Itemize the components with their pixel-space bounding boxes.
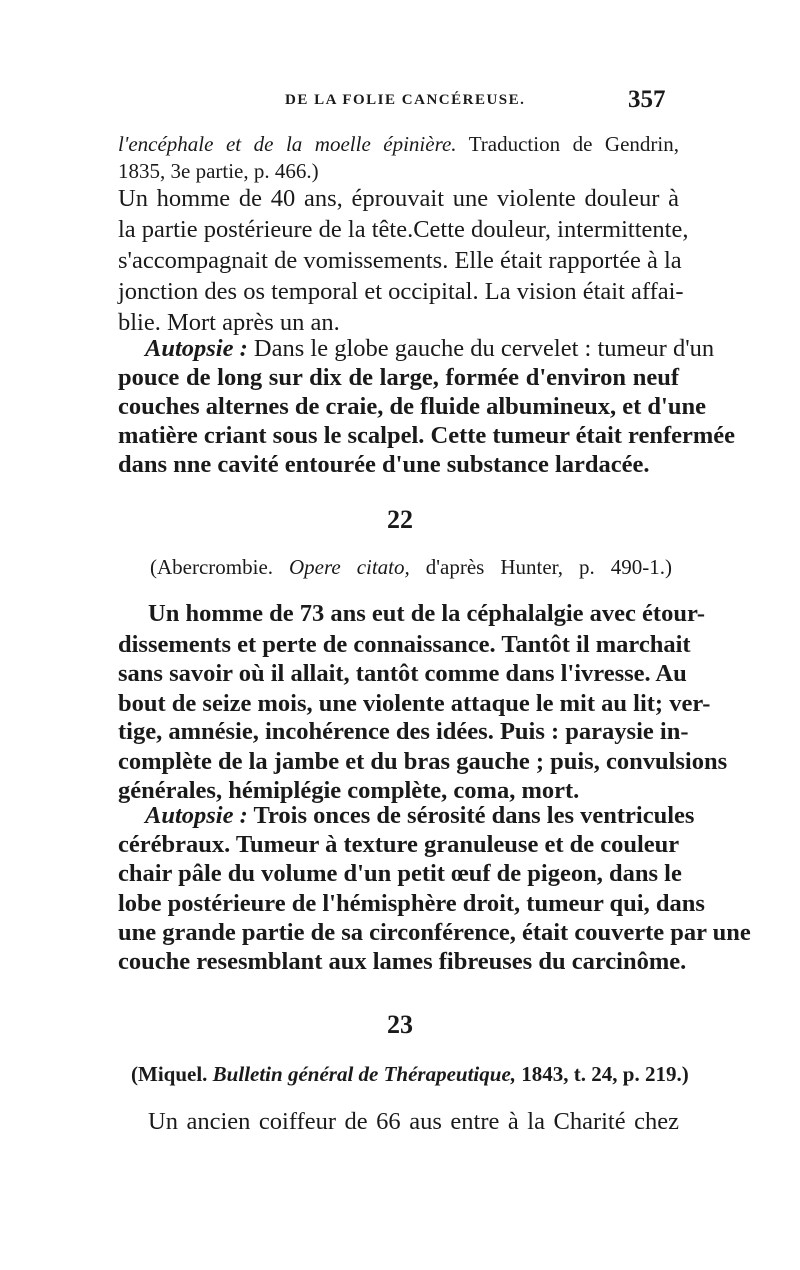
citation-work: Bulletin général de Thérapeutique, (212, 1062, 517, 1086)
paragraph-line: cérébraux. Tumeur à texture granuleuse et de couleur (118, 831, 680, 858)
citation-detail: d'après Hunter, p. 490-1.) (409, 555, 672, 579)
paragraph-line: sans savoir où il allait, tantôt comme dans l'ivresse. Au (118, 660, 687, 687)
reference-detail: Traduction de Gendrin, (456, 132, 679, 156)
autopsy-label: Autopsie : (145, 802, 248, 829)
citation (150, 555, 672, 580)
paragraph-line: pouce de long sur dix de large, formée d'environ neuf (118, 364, 679, 391)
page-header (0, 86, 800, 122)
reference-line: 1835, 3e partie, p. 466.) (118, 159, 319, 183)
paragraph-line: dans nne cavité entourée d'une substance lardacée. (118, 451, 650, 478)
paragraph-line: une grande partie de sa circonférence, était couverte par une (118, 919, 751, 946)
paragraph-line: tige, amnésie, incohérence des idées. Puis : paraysie in- (118, 718, 689, 745)
paragraph-line: matière criant sous le scalpel. Cette tumeur était renfermée (118, 422, 736, 449)
paragraph-line: s'accompagnait de vomissements. Elle était rapportée à la (118, 247, 682, 274)
paragraph-line: couches alternes de craie, de fluide albumineux, et d'une (118, 393, 706, 420)
citation (131, 1062, 689, 1087)
autopsy-label: Autopsie : (145, 335, 248, 362)
case-number: 23 (387, 1010, 413, 1039)
page-number: 357 (628, 86, 666, 113)
citation-author: (Abercrombie. (150, 555, 274, 579)
citation-detail: 1843, t. 24, p. 219.) (516, 1062, 689, 1086)
paragraph-line: la partie postérieure de la tête.Cette douleur, intermittente, (118, 216, 689, 243)
running-head: DE LA FOLIE CANCÉREUSE. (285, 92, 526, 108)
paragraph-line: générales, hémiplégie complète, coma, mort. (118, 777, 580, 804)
citation-author: (Miquel. (131, 1062, 208, 1086)
autopsy-text: Dans le globe gauche du cervelet : tumeur d'un (247, 335, 715, 362)
paragraph-line: Un homme de 73 ans eut de la céphalalgie avec étour- (148, 600, 706, 627)
autopsy-line (145, 333, 715, 365)
paragraph-line: lobe postérieure de l'hémisphère droit, tumeur qui, dans (118, 890, 705, 917)
paragraph-line: bout de seize mois, une violente attaque le mit au lit; ver- (118, 690, 711, 717)
paragraph-line: couche resesmblant aux lames fibreuses du carcinôme. (118, 948, 687, 975)
autopsy-line (145, 800, 695, 832)
autopsy-text: Trois onces de sérosité dans les ventricules (247, 802, 695, 829)
citation-work: Opere citato, (289, 555, 410, 579)
paragraph-line: complète de la jambe et du bras gauche ; puis, convulsions (118, 748, 728, 775)
paragraph-line: Un ancien coiffeur de 66 aus entre à la Charité chez (148, 1108, 679, 1135)
paragraph-line: dissements et perte de connaissance. Tantôt il marchait (118, 631, 691, 658)
paragraph-line: blie. Mort après un an. (118, 309, 340, 336)
case-number: 22 (387, 505, 413, 534)
paragraph-line: Un homme de 40 ans, éprouvait une violente douleur à (118, 185, 679, 212)
paragraph-line: chair pâle du volume d'un petit œuf de pigeon, dans le (118, 860, 682, 887)
paragraph-line: jonction des os temporal et occipital. La vision était affai- (118, 278, 684, 305)
reference-title: l'encéphale et de la moelle épinière. (118, 132, 457, 156)
